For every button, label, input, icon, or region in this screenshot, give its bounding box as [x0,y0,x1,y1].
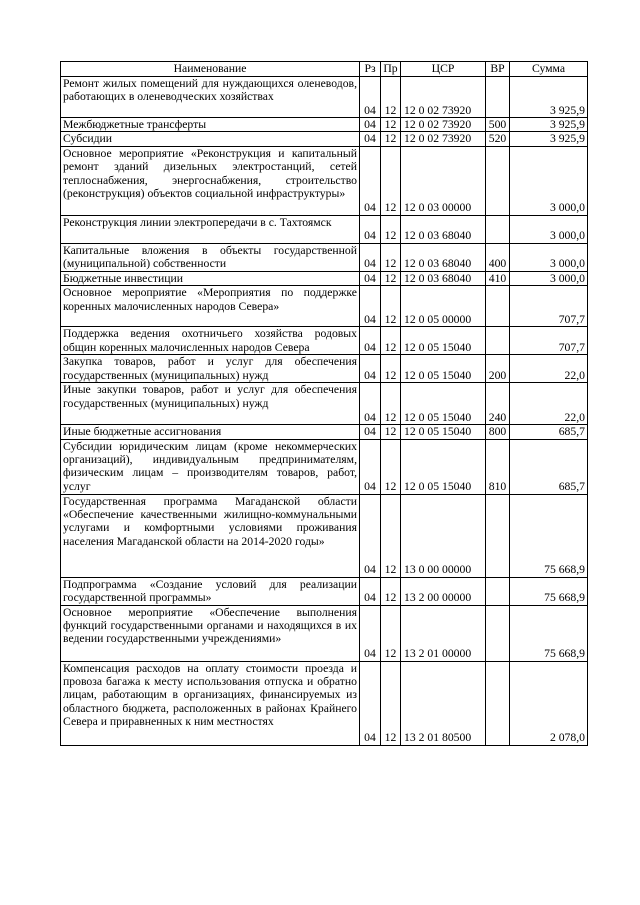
cell-name: Субсидии юридическим лицам (кроме некоммерческих организаций), индивидуальным предпринимателям, физическим лицам – производителям товаров, работ, услуг [61,439,360,494]
cell-sum: 685,7 [510,439,588,494]
cell-rz: 04 [360,286,381,327]
cell-sum: 75 668,9 [510,605,588,661]
cell-vr: 400 [486,243,510,271]
cell-name: Капитальные вложения в объекты государственной (муниципальной) собственности [61,243,360,271]
cell-name: Межбюджетные трансферты [61,118,360,132]
cell-sum: 3 000,0 [510,146,588,215]
table-body [61,77,588,746]
cell-csr: 12 0 02 73920 [401,77,486,118]
cell-pr: 12 [381,425,401,439]
table-row [61,286,588,327]
cell-csr: 12 0 02 73920 [401,118,486,132]
cell-pr: 12 [381,146,401,215]
cell-pr: 12 [381,215,401,243]
cell-pr: 12 [381,439,401,494]
header-csr: ЦСР [401,62,486,77]
cell-csr: 13 0 00 00000 [401,494,486,577]
cell-rz: 04 [360,271,381,285]
table-row [61,215,588,243]
table-row [61,132,588,146]
cell-rz: 04 [360,605,381,661]
cell-rz: 04 [360,439,381,494]
cell-name: Основное мероприятие «Мероприятия по поддержке коренных малочисленных народов Севера» [61,286,360,327]
table-row [61,243,588,271]
cell-csr: 12 0 03 68040 [401,215,486,243]
cell-rz: 04 [360,132,381,146]
cell-sum: 75 668,9 [510,494,588,577]
table-row [61,425,588,439]
cell-vr: 200 [486,355,510,383]
cell-vr [486,146,510,215]
cell-pr: 12 [381,494,401,577]
cell-rz: 04 [360,243,381,271]
cell-sum: 707,7 [510,327,588,355]
cell-vr [486,494,510,577]
cell-name: Закупка товаров, работ и услуг для обеспечения государственных (муниципальных) нужд [61,355,360,383]
cell-vr [486,661,510,745]
cell-name: Субсидии [61,132,360,146]
header-vr: ВР [486,62,510,77]
cell-name: Иные закупки товаров, работ и услуг для обеспечения государственных (муниципальных) нужд [61,383,360,425]
cell-pr: 12 [381,77,401,118]
cell-sum: 75 668,9 [510,577,588,605]
header-name: Наименование [61,62,360,77]
cell-sum: 3 000,0 [510,271,588,285]
cell-vr [486,577,510,605]
cell-sum: 2 078,0 [510,661,588,745]
cell-name: Реконструкция линии электропередачи в с. Тахтоямск [61,215,360,243]
cell-csr: 12 0 05 00000 [401,286,486,327]
cell-pr: 12 [381,132,401,146]
table-row [61,118,588,132]
cell-rz: 04 [360,327,381,355]
table-row [61,327,588,355]
cell-name: Поддержка ведения охотничьего хозяйства родовых общин коренных малочисленных народов Севера [61,327,360,355]
cell-vr [486,77,510,118]
cell-rz: 04 [360,577,381,605]
table-row [61,355,588,383]
cell-sum: 22,0 [510,355,588,383]
cell-csr: 13 2 01 00000 [401,605,486,661]
cell-sum: 22,0 [510,383,588,425]
cell-name: Основное мероприятие «Обеспечение выполнения функций государственными органами и находящихся в их ведении государственными учреждениями» [61,605,360,661]
cell-sum: 3 925,9 [510,77,588,118]
cell-csr: 13 2 00 00000 [401,577,486,605]
cell-rz: 04 [360,494,381,577]
cell-sum: 3 925,9 [510,118,588,132]
cell-pr: 12 [381,327,401,355]
cell-vr: 810 [486,439,510,494]
cell-vr: 500 [486,118,510,132]
cell-csr: 12 0 05 15040 [401,383,486,425]
cell-pr: 12 [381,118,401,132]
cell-csr: 12 0 05 15040 [401,439,486,494]
cell-sum: 685,7 [510,425,588,439]
cell-pr: 12 [381,286,401,327]
cell-rz: 04 [360,355,381,383]
cell-csr: 12 0 03 68040 [401,271,486,285]
cell-sum: 3 000,0 [510,215,588,243]
table-row [61,577,588,605]
cell-name: Иные бюджетные ассигнования [61,425,360,439]
cell-name: Компенсация расходов на оплату стоимости проезда и провоза багажа к месту использования отпуска и обратно лицам, работающим в организациях, финансируемых из областного бюджета, расположенных в районах Крайнего Севера и приравненных к ним местностях [61,661,360,745]
cell-name: Основное мероприятие «Реконструкция и капитальный ремонт зданий дизельных электростанций, сетей теплоснабжения, энергоснабжения, строительство (реконструкция) объектов социальной инфраструктуры» [61,146,360,215]
budget-table [60,61,588,746]
table-row [61,271,588,285]
cell-pr: 12 [381,661,401,745]
cell-vr: 800 [486,425,510,439]
table-row [61,77,588,118]
cell-name: Бюджетные инвестиции [61,271,360,285]
cell-csr: 12 0 05 15040 [401,425,486,439]
table-header-row [61,62,588,77]
table-row [61,661,588,745]
cell-rz: 04 [360,661,381,745]
cell-rz: 04 [360,215,381,243]
cell-vr: 520 [486,132,510,146]
cell-pr: 12 [381,271,401,285]
cell-csr: 12 0 05 15040 [401,355,486,383]
cell-vr [486,327,510,355]
cell-vr: 410 [486,271,510,285]
header-pr: Пр [381,62,401,77]
table-row [61,494,588,577]
cell-pr: 12 [381,605,401,661]
cell-rz: 04 [360,118,381,132]
cell-csr: 12 0 03 68040 [401,243,486,271]
cell-pr: 12 [381,383,401,425]
cell-sum: 3 000,0 [510,243,588,271]
cell-vr [486,605,510,661]
cell-sum: 3 925,9 [510,132,588,146]
table-row [61,605,588,661]
cell-vr [486,215,510,243]
cell-pr: 12 [381,577,401,605]
cell-vr: 240 [486,383,510,425]
table-row [61,383,588,425]
cell-sum: 707,7 [510,286,588,327]
table-row [61,146,588,215]
cell-csr: 13 2 01 80500 [401,661,486,745]
cell-name: Ремонт жилых помещений для нуждающихся оленеводов, работающих в оленеводческих хозяйствах [61,77,360,118]
cell-csr: 12 0 02 73920 [401,132,486,146]
table-row [61,439,588,494]
cell-name: Государственная программа Магаданской области «Обеспечение качественными жилищно-коммунальными услугами и комфортными условиями проживания населения Магаданской области на 2014-2020 годы» [61,494,360,577]
cell-rz: 04 [360,146,381,215]
header-rz: Рз [360,62,381,77]
cell-name: Подпрограмма «Создание условий для реализации государственной программы» [61,577,360,605]
cell-csr: 12 0 05 15040 [401,327,486,355]
cell-csr: 12 0 03 00000 [401,146,486,215]
cell-rz: 04 [360,383,381,425]
cell-vr [486,286,510,327]
cell-pr: 12 [381,355,401,383]
header-sum: Сумма [510,62,588,77]
cell-rz: 04 [360,425,381,439]
cell-pr: 12 [381,243,401,271]
cell-rz: 04 [360,77,381,118]
